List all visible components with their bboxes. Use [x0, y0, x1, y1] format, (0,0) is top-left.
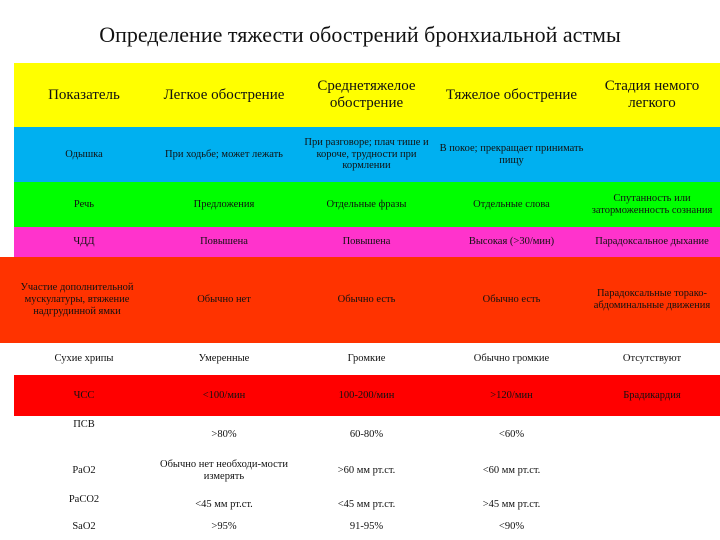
cell-mild: Обычно нет	[197, 294, 251, 306]
cell-severe: Высокая (>30/мин)	[468, 236, 555, 248]
cell-severe: >120/мин	[490, 389, 533, 401]
row-label: ПСВ	[73, 419, 95, 431]
cell-mild: >80%	[211, 429, 237, 441]
cell-mild: При ходьбе; может лежать	[165, 148, 283, 160]
row-label: SaO2	[72, 521, 96, 533]
row-pao2	[14, 452, 720, 490]
row-dyspnea	[14, 127, 720, 182]
cell-mild: <45 мм рт.ст.	[195, 499, 253, 511]
row-label: ЧСС	[73, 389, 95, 401]
cell-moderate: Отдельные фразы	[326, 198, 407, 210]
row-speech	[14, 182, 720, 227]
cell-severe: Обычно есть	[482, 294, 541, 306]
cell-severe: >45 мм рт.ст.	[482, 499, 541, 511]
cell-moderate: <45 мм рт.ст.	[337, 499, 396, 511]
header-moderate: Среднетяжелое обострение	[317, 78, 416, 111]
cell-moderate: Повышена	[342, 236, 391, 248]
cell-severe: <90%	[498, 521, 525, 533]
cell-moderate: 60-80%	[349, 429, 384, 441]
cell-mild: Умеренные	[198, 353, 250, 365]
header-mild: Легкое обострение	[163, 86, 285, 103]
row-wheeze	[14, 343, 720, 375]
cell-moderate: 100-200/мин	[338, 389, 395, 401]
page-title: Определение тяжести обострений бронхиальной астмы	[99, 22, 621, 47]
row-rr	[14, 227, 720, 257]
cell-arrest: Отсутствуют	[622, 353, 682, 365]
cell-severe: Отдельные слова	[473, 198, 550, 210]
cell-arrest: Спутанность или заторможенность сознания	[591, 192, 713, 216]
cell-mild: <100/мин	[202, 389, 246, 401]
row-sao2	[14, 516, 720, 538]
cell-moderate: >60 мм рт.ст.	[337, 465, 396, 477]
cell-mild: Обычно нет необходи-мости измерять	[160, 459, 288, 482]
cell-mild: >95%	[211, 521, 237, 533]
row-label: Участие дополнительной мускулатуры, втяжение надгрудинной ямки	[20, 282, 134, 317]
row-label: ЧДД	[73, 236, 95, 248]
row-label: Речь	[73, 198, 95, 210]
cell-moderate: Обычно есть	[337, 294, 396, 306]
row-label: PaO2	[72, 465, 96, 477]
row-label: PaCO2	[68, 494, 100, 506]
row-paco2	[14, 490, 720, 516]
header-indicator: Показатель	[48, 86, 120, 103]
row-label: Сухие хрипы	[54, 353, 114, 365]
cell-severe: <60%	[498, 429, 525, 441]
row-label: Одышка	[65, 148, 103, 160]
cell-arrest: Парадоксальное дыхание	[595, 236, 709, 248]
row-accessory	[0, 257, 720, 343]
cell-arrest: Брадикардия	[623, 389, 681, 401]
header-severe: Тяжелое обострение	[445, 86, 578, 103]
cell-mild: Повышена	[200, 236, 248, 248]
row-hr	[14, 375, 720, 416]
cell-mild: Предложения	[193, 198, 255, 210]
header-arrest: Стадия немого легкого	[604, 78, 700, 111]
cell-severe: <60 мм рт.ст.	[482, 465, 541, 477]
cell-moderate: Громкие	[347, 353, 386, 365]
row-pef	[14, 416, 720, 452]
cell-moderate: 91-95%	[349, 521, 384, 533]
cell-severe: В покое; прекращает принимать пищу	[439, 142, 584, 166]
cell-severe: Обычно громкие	[473, 353, 550, 365]
cell-arrest: Парадоксальные торако-абдоминальные движения	[593, 288, 711, 311]
header-row	[14, 63, 720, 127]
cell-moderate: При разговоре; плач тише и короче, трудности при кормлении	[304, 136, 429, 172]
